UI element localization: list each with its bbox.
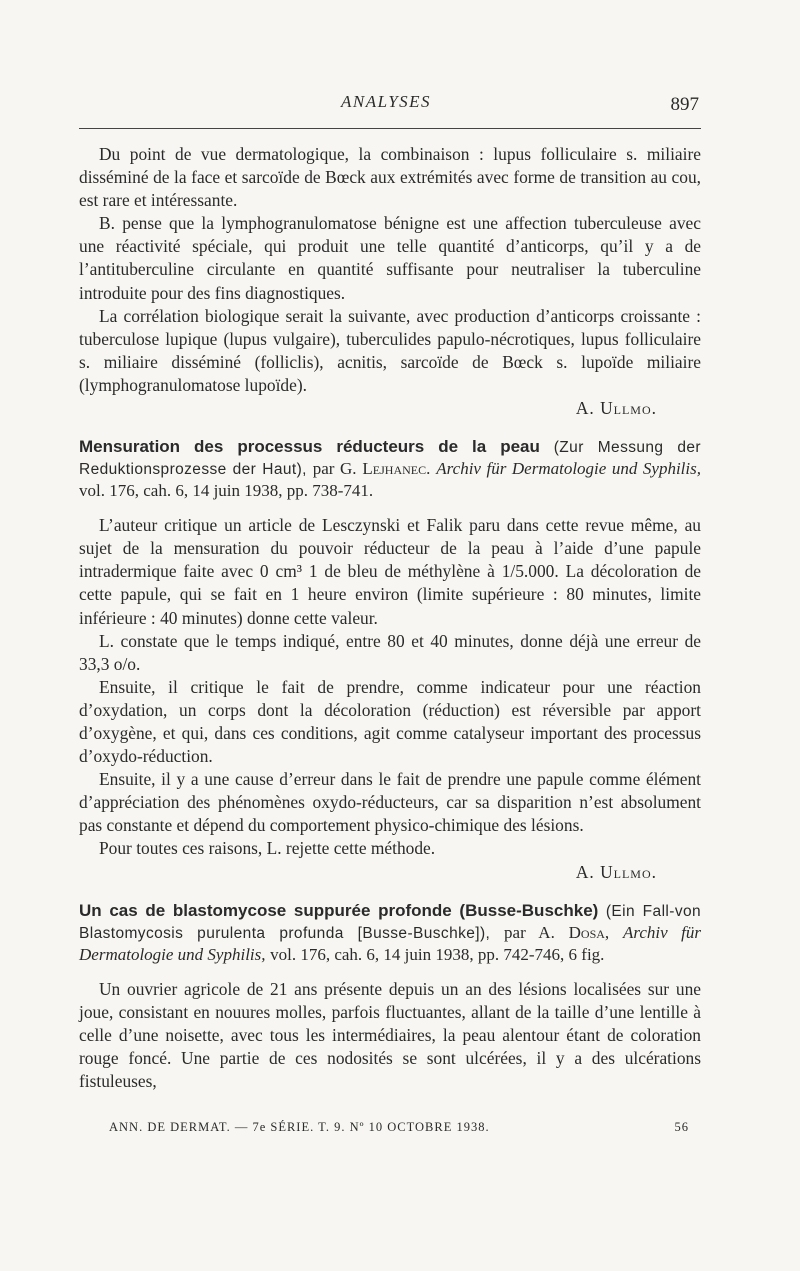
article-author: Lejhanec. bbox=[362, 459, 431, 479]
paragraph: Pour toutes ces raisons, L. rejette cette méthode. bbox=[99, 838, 436, 859]
footer-signature-mark: 56 bbox=[674, 1120, 689, 1134]
article-title: Mensuration des processus réducteurs de la peau bbox=[79, 437, 540, 457]
paragraph: L’auteur critique un article de Lesczynski et Falik paru dans cette revue même, au sujet de la mensuration du pouvoir réducteur de la peau à l’aide d’une papule intradermique faite avec 0 cm³ 1 de bleu de méthylène à 1/5.000. La décoloration de cette papule, qui se fait en 1 heure environ (limite supérieure : 80 minutes, limite inférieure : 40 minutes) donne cette valeur. bbox=[79, 515, 701, 628]
paragraph: B. pense que la lymphogranulomatose bénigne est une affection tuberculeuse avec une réactivité spéciale, qui produit une telle quantité d’anticorps, qu’il y a de l’antituberculine circulante en quantité suffisante pour neutraliser la tuberculine introduite pour des fins diagnostiques. bbox=[79, 213, 701, 303]
paragraph: Un ouvrier agricole de 21 ans présente depuis un an des lésions localisées sur une joue, consistant en nouures molles, parfois fluctuantes, allant de la taille d’une lentille à celle d’une noisette, avec tous les intermédiaires, la peau alentour étant de coloration rouge foncé. Une partie de ces nodosités se sont ulcérées, il y a des ulcérations fistuleuses, bbox=[79, 978, 701, 1091]
paragraph: La corrélation biologique serait la suivante, avec production d’anticorps croissante : tuberculose lupique (lupus vulgaire), tuberculides papulo-nécrotiques, lupus folliculaire s. miliaire disséminé (folliclis), acnitis, sarcoïde de Bœck s. lupoïde miliaire (lymphogranulomatose lupoïde). bbox=[79, 305, 701, 395]
paragraph: L. constate que le temps indiqué, entre 80 et 40 minutes, donne déjà une erreur de 33,3 o/o. bbox=[79, 630, 701, 674]
paragraph: Ensuite, il y a une cause d’erreur dans le fait de prendre une papule comme élément d’appréciation des phénomènes oxydo-réducteurs, car sa disparition n’est absolument pas constante et dépend du comportement physico-chimique des lésions. bbox=[79, 769, 701, 836]
signature: A. Ullmo. bbox=[575, 861, 657, 882]
article-author: Dosa, bbox=[568, 922, 610, 942]
article-title: Un cas de blastomycose suppurée profonde (Busse-Buschke) bbox=[79, 900, 599, 920]
article-heading bbox=[79, 900, 701, 966]
article-by: par A. bbox=[504, 922, 555, 942]
footer-citation: ANN. DE DERMAT. — 7e SÉRIE. T. 9. Nº 10 OCTOBRE 1938. bbox=[109, 1120, 490, 1134]
body-text bbox=[79, 143, 701, 1093]
paragraph: Du point de vue dermatologique, la combinaison : lupus folliculaire s. miliaire disséminé de la face et sarcoïde de Bœck aux extrémités avec forme de transition au cou, est rare et intéressante. bbox=[79, 144, 701, 211]
page-number: 897 bbox=[670, 94, 699, 115]
article-reference: vol. 176, cah. 6, 14 juin 1938, pp. 742-746, 6 fig. bbox=[270, 944, 605, 964]
page-header bbox=[79, 90, 701, 130]
article-journal: Archiv für Dermatologie und Syphilis, bbox=[79, 922, 701, 964]
signature: A. Ullmo. bbox=[575, 398, 657, 419]
header-rule bbox=[79, 128, 701, 129]
article-reference: vol. 176, cah. 6, 14 juin 1938, pp. 738-741. bbox=[79, 481, 374, 501]
running-title: ANALYSES bbox=[341, 92, 432, 111]
article-journal: Archiv für Dermatologie und Syphilis, bbox=[436, 459, 701, 479]
article-by: par G. bbox=[312, 459, 357, 479]
paragraph: Ensuite, il critique le fait de prendre, comme indicateur pour une réaction d’oxydation, un corps dont la décoloration (réduction) est réversible par apport d’oxygène, et qui, dans ces conditions, agit comme catalyseur important des processus d’oxydo-réduction. bbox=[79, 676, 701, 767]
article-original-title: (Ein Fall-von Blastomycosis purulenta profunda [Busse-Buschke]), bbox=[79, 902, 702, 942]
article-heading bbox=[79, 436, 701, 502]
article-original-title: (Zur Messung der Reduktionsprozesse der Haut), bbox=[79, 439, 701, 479]
